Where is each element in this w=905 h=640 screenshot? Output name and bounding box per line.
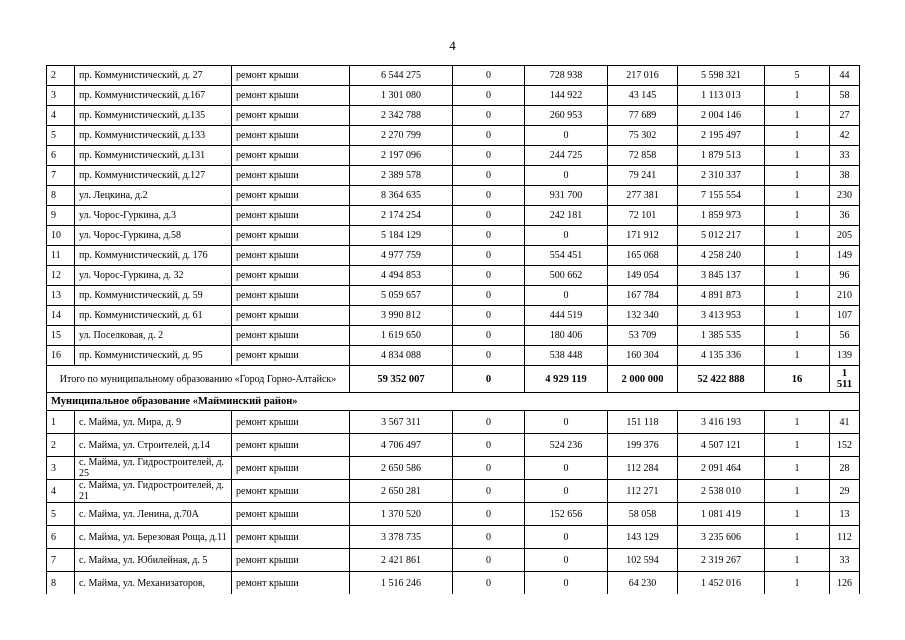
table-row: [47, 166, 860, 186]
owners-funds-cell: 5 598 321: [678, 66, 765, 86]
work-type-cell: ремонт крыши: [232, 503, 350, 526]
row-number: 7: [47, 549, 75, 572]
address-cell: пр. Коммунистический, д.135: [75, 106, 232, 126]
table-row: [47, 226, 860, 246]
budget-cell: 217 016: [608, 66, 678, 86]
total-c10: 1 511: [830, 366, 860, 393]
total-cost-cell: 2 389 578: [350, 166, 453, 186]
work-type-cell: ремонт крыши: [232, 286, 350, 306]
total-cost-cell: 5 059 657: [350, 286, 453, 306]
address-cell: с. Майма, ул. Гидростроителей, д. 25: [75, 457, 232, 480]
work-type-cell: ремонт крыши: [232, 306, 350, 326]
row-number: 13: [47, 286, 75, 306]
owners-funds-cell: 3 845 137: [678, 266, 765, 286]
budget-cell: 75 302: [608, 126, 678, 146]
owners-funds-cell: 2 319 267: [678, 549, 765, 572]
row-number: 6: [47, 146, 75, 166]
count-cell: 1: [765, 457, 830, 480]
subsidy-cell: 524 236: [525, 434, 608, 457]
total-cost-cell: 4 834 088: [350, 346, 453, 366]
address-cell: пр. Коммунистический, д.133: [75, 126, 232, 146]
subsidy-cell: 931 700: [525, 186, 608, 206]
total-cost-cell: 8 364 635: [350, 186, 453, 206]
work-type-cell: ремонт крыши: [232, 457, 350, 480]
budget-cell: 112 284: [608, 457, 678, 480]
table-row: [47, 480, 860, 503]
row-number: 1: [47, 411, 75, 434]
residents-cell: 107: [830, 306, 860, 326]
row-number: 5: [47, 503, 75, 526]
row-number: 9: [47, 206, 75, 226]
work-type-cell: ремонт крыши: [232, 411, 350, 434]
work-type-cell: ремонт крыши: [232, 480, 350, 503]
work-type-cell: ремонт крыши: [232, 226, 350, 246]
count-cell: 1: [765, 206, 830, 226]
subsidy-cell: 0: [525, 226, 608, 246]
count-cell: 5: [765, 66, 830, 86]
fund-cell: 0: [453, 326, 525, 346]
total-c9: 16: [765, 366, 830, 393]
subsidy-cell: 242 181: [525, 206, 608, 226]
owners-funds-cell: 4 891 873: [678, 286, 765, 306]
owners-funds-cell: 1 859 973: [678, 206, 765, 226]
residents-cell: 205: [830, 226, 860, 246]
table-row: [47, 206, 860, 226]
row-number: 4: [47, 480, 75, 503]
budget-cell: 171 912: [608, 226, 678, 246]
fund-cell: 0: [453, 434, 525, 457]
total-cost-cell: 3 567 311: [350, 411, 453, 434]
address-cell: с. Майма, ул. Строителей, д.14: [75, 434, 232, 457]
subsidy-cell: 0: [525, 526, 608, 549]
fund-cell: 0: [453, 246, 525, 266]
subsidy-cell: 500 662: [525, 266, 608, 286]
count-cell: 1: [765, 86, 830, 106]
budget-cell: 143 129: [608, 526, 678, 549]
residents-cell: 27: [830, 106, 860, 126]
owners-funds-cell: 2 091 464: [678, 457, 765, 480]
fund-cell: 0: [453, 146, 525, 166]
owners-funds-cell: 4 135 336: [678, 346, 765, 366]
total-cost-cell: 1 516 246: [350, 572, 453, 595]
row-number: 3: [47, 457, 75, 480]
subsidy-cell: 444 519: [525, 306, 608, 326]
row-number: 15: [47, 326, 75, 346]
row-number: 6: [47, 526, 75, 549]
subsidy-cell: 0: [525, 286, 608, 306]
count-cell: 1: [765, 434, 830, 457]
work-type-cell: ремонт крыши: [232, 146, 350, 166]
count-cell: 1: [765, 226, 830, 246]
work-type-cell: ремонт крыши: [232, 186, 350, 206]
subsidy-cell: 152 656: [525, 503, 608, 526]
owners-funds-cell: 3 416 193: [678, 411, 765, 434]
section-title: Муниципальное образование «Майминский район»: [47, 393, 350, 411]
subsidy-cell: 538 448: [525, 346, 608, 366]
subsidy-cell: 260 953: [525, 106, 608, 126]
owners-funds-cell: 2 538 010: [678, 480, 765, 503]
table-row: [47, 86, 860, 106]
residents-cell: 126: [830, 572, 860, 595]
residents-cell: 112: [830, 526, 860, 549]
count-cell: 1: [765, 411, 830, 434]
page-number: 4: [449, 38, 456, 53]
fund-cell: 0: [453, 346, 525, 366]
row-number: 3: [47, 86, 75, 106]
total-cost-cell: 5 184 129: [350, 226, 453, 246]
residents-cell: 56: [830, 326, 860, 346]
table-row: [47, 246, 860, 266]
budget-cell: 43 145: [608, 86, 678, 106]
residents-cell: 38: [830, 166, 860, 186]
count-cell: 1: [765, 106, 830, 126]
subsidy-cell: 244 725: [525, 146, 608, 166]
count-cell: 1: [765, 549, 830, 572]
work-type-cell: ремонт крыши: [232, 549, 350, 572]
rows-mayminsky: [47, 411, 860, 595]
address-cell: пр. Коммунистический, д. 59: [75, 286, 232, 306]
budget-cell: 160 304: [608, 346, 678, 366]
table-row: [47, 572, 860, 595]
row-number: 16: [47, 346, 75, 366]
address-cell: ул. Чорос-Гуркина, д. 32: [75, 266, 232, 286]
count-cell: 1: [765, 266, 830, 286]
address-cell: с. Майма, ул. Механизаторов,: [75, 572, 232, 595]
residents-cell: 44: [830, 66, 860, 86]
budget-cell: 149 054: [608, 266, 678, 286]
total-row: [47, 366, 860, 393]
residents-cell: 33: [830, 146, 860, 166]
total-cost-cell: 2 270 799: [350, 126, 453, 146]
budget-cell: 77 689: [608, 106, 678, 126]
address-cell: с. Майма, ул. Мира, д. 9: [75, 411, 232, 434]
total-cost-cell: 4 977 759: [350, 246, 453, 266]
count-cell: 1: [765, 246, 830, 266]
fund-cell: 0: [453, 526, 525, 549]
address-cell: пр. Коммунистический, д.131: [75, 146, 232, 166]
residents-cell: 28: [830, 457, 860, 480]
budget-cell: 277 381: [608, 186, 678, 206]
fund-cell: 0: [453, 166, 525, 186]
subsidy-cell: 0: [525, 549, 608, 572]
total-c5: 0: [453, 366, 525, 393]
address-cell: ул. Поселковая, д. 2: [75, 326, 232, 346]
residents-cell: 29: [830, 480, 860, 503]
rows-gorno-altaysk: [47, 66, 860, 366]
budget-cell: 165 068: [608, 246, 678, 266]
total-cost-cell: 4 706 497: [350, 434, 453, 457]
fund-cell: 0: [453, 306, 525, 326]
count-cell: 1: [765, 346, 830, 366]
total-cost-cell: 2 421 861: [350, 549, 453, 572]
subsidy-cell: 180 406: [525, 326, 608, 346]
address-cell: ул. Чорос-Гуркина, д.3: [75, 206, 232, 226]
fund-cell: 0: [453, 266, 525, 286]
fund-cell: 0: [453, 503, 525, 526]
budget-cell: 102 594: [608, 549, 678, 572]
total-cost-cell: 3 990 812: [350, 306, 453, 326]
fund-cell: 0: [453, 457, 525, 480]
residents-cell: 96: [830, 266, 860, 286]
owners-funds-cell: 2 195 497: [678, 126, 765, 146]
work-type-cell: ремонт крыши: [232, 526, 350, 549]
work-type-cell: ремонт крыши: [232, 266, 350, 286]
fund-cell: 0: [453, 186, 525, 206]
address-cell: с. Майма, ул. Гидростроителей, д. 21: [75, 480, 232, 503]
budget-cell: 58 058: [608, 503, 678, 526]
subsidy-cell: 728 938: [525, 66, 608, 86]
count-cell: 1: [765, 480, 830, 503]
count-cell: 1: [765, 126, 830, 146]
owners-funds-cell: 1 385 535: [678, 326, 765, 346]
owners-funds-cell: 1 452 016: [678, 572, 765, 595]
total-cost-cell: 2 650 281: [350, 480, 453, 503]
table-row: [47, 186, 860, 206]
count-cell: 1: [765, 186, 830, 206]
row-number: 14: [47, 306, 75, 326]
residents-cell: 36: [830, 206, 860, 226]
count-cell: 1: [765, 146, 830, 166]
table-row: [47, 326, 860, 346]
address-cell: пр. Коммунистический, д.127: [75, 166, 232, 186]
work-type-cell: ремонт крыши: [232, 572, 350, 595]
total-c7: 2 000 000: [608, 366, 678, 393]
repair-program-table: [46, 65, 860, 594]
address-cell: с. Майма, ул. Ленина, д.70А: [75, 503, 232, 526]
residents-cell: 230: [830, 186, 860, 206]
count-cell: 1: [765, 503, 830, 526]
subsidy-cell: 0: [525, 480, 608, 503]
residents-cell: 42: [830, 126, 860, 146]
row-number: 11: [47, 246, 75, 266]
row-number: 8: [47, 186, 75, 206]
total-c6: 4 929 119: [525, 366, 608, 393]
work-type-cell: ремонт крыши: [232, 86, 350, 106]
table-row: [47, 503, 860, 526]
count-cell: 1: [765, 572, 830, 595]
table-row: [47, 286, 860, 306]
table-row: [47, 549, 860, 572]
work-type-cell: ремонт крыши: [232, 326, 350, 346]
fund-cell: 0: [453, 411, 525, 434]
owners-funds-cell: 5 012 217: [678, 226, 765, 246]
owners-funds-cell: 4 507 121: [678, 434, 765, 457]
budget-cell: 151 118: [608, 411, 678, 434]
owners-funds-cell: 1 081 419: [678, 503, 765, 526]
work-type-cell: ремонт крыши: [232, 206, 350, 226]
address-cell: пр. Коммунистический, д. 95: [75, 346, 232, 366]
section-header-row: [47, 393, 860, 411]
work-type-cell: ремонт крыши: [232, 66, 350, 86]
row-number: 7: [47, 166, 75, 186]
budget-cell: 199 376: [608, 434, 678, 457]
budget-cell: 72 101: [608, 206, 678, 226]
table-row: [47, 306, 860, 326]
owners-funds-cell: 3 413 953: [678, 306, 765, 326]
row-number: 4: [47, 106, 75, 126]
fund-cell: 0: [453, 126, 525, 146]
subsidy-cell: 0: [525, 126, 608, 146]
row-number: 2: [47, 66, 75, 86]
total-cost-cell: 1 370 520: [350, 503, 453, 526]
budget-cell: 112 271: [608, 480, 678, 503]
address-cell: пр. Коммунистический, д. 27: [75, 66, 232, 86]
budget-cell: 167 784: [608, 286, 678, 306]
row-number: 12: [47, 266, 75, 286]
address-cell: с. Майма, ул. Березовая Роща, д.11: [75, 526, 232, 549]
count-cell: 1: [765, 526, 830, 549]
owners-funds-cell: 1 879 513: [678, 146, 765, 166]
budget-cell: 132 340: [608, 306, 678, 326]
table-row: [47, 146, 860, 166]
subsidy-cell: 554 451: [525, 246, 608, 266]
table-row: [47, 526, 860, 549]
total-cost-cell: 2 197 096: [350, 146, 453, 166]
count-cell: 1: [765, 166, 830, 186]
section-empty-cell: [350, 393, 860, 411]
total-cost-cell: 2 174 254: [350, 206, 453, 226]
owners-funds-cell: 3 235 606: [678, 526, 765, 549]
residents-cell: 152: [830, 434, 860, 457]
table-row: [47, 106, 860, 126]
fund-cell: 0: [453, 66, 525, 86]
work-type-cell: ремонт крыши: [232, 126, 350, 146]
owners-funds-cell: 4 258 240: [678, 246, 765, 266]
count-cell: 1: [765, 286, 830, 306]
residents-cell: 58: [830, 86, 860, 106]
row-number: 8: [47, 572, 75, 595]
total-cost-cell: 1 619 650: [350, 326, 453, 346]
address-cell: пр. Коммунистический, д.167: [75, 86, 232, 106]
fund-cell: 0: [453, 86, 525, 106]
table-row: [47, 126, 860, 146]
owners-funds-cell: 2 310 337: [678, 166, 765, 186]
residents-cell: 210: [830, 286, 860, 306]
row-number: 5: [47, 126, 75, 146]
fund-cell: 0: [453, 106, 525, 126]
table-row: [47, 266, 860, 286]
owners-funds-cell: 1 113 013: [678, 86, 765, 106]
address-cell: ул. Лецкина, д.2: [75, 186, 232, 206]
total-c8: 52 422 888: [678, 366, 765, 393]
table-row: [47, 457, 860, 480]
table-row: [47, 66, 860, 86]
work-type-cell: ремонт крыши: [232, 246, 350, 266]
subsidy-cell: 0: [525, 166, 608, 186]
fund-cell: 0: [453, 226, 525, 246]
work-type-cell: ремонт крыши: [232, 346, 350, 366]
row-number: 2: [47, 434, 75, 457]
total-c4: 59 352 007: [350, 366, 453, 393]
table-row: [47, 411, 860, 434]
residents-cell: 41: [830, 411, 860, 434]
address-cell: с. Майма, ул. Юбилейная, д. 5: [75, 549, 232, 572]
address-cell: ул. Чорос-Гуркина, д.58: [75, 226, 232, 246]
count-cell: 1: [765, 326, 830, 346]
total-cost-cell: 2 650 586: [350, 457, 453, 480]
total-cost-cell: 4 494 853: [350, 266, 453, 286]
fund-cell: 0: [453, 206, 525, 226]
table-row: [47, 434, 860, 457]
subsidy-cell: 0: [525, 457, 608, 480]
subsidy-cell: 144 922: [525, 86, 608, 106]
subsidy-cell: 0: [525, 411, 608, 434]
address-cell: пр. Коммунистический, д. 61: [75, 306, 232, 326]
fund-cell: 0: [453, 549, 525, 572]
total-cost-cell: 6 544 275: [350, 66, 453, 86]
budget-cell: 53 709: [608, 326, 678, 346]
work-type-cell: ремонт крыши: [232, 106, 350, 126]
residents-cell: 13: [830, 503, 860, 526]
budget-cell: 72 858: [608, 146, 678, 166]
owners-funds-cell: 7 155 554: [678, 186, 765, 206]
table-row: [47, 346, 860, 366]
fund-cell: 0: [453, 286, 525, 306]
fund-cell: 0: [453, 572, 525, 595]
residents-cell: 149: [830, 246, 860, 266]
residents-cell: 139: [830, 346, 860, 366]
row-number: 10: [47, 226, 75, 246]
subsidy-cell: 0: [525, 572, 608, 595]
budget-cell: 64 230: [608, 572, 678, 595]
total-cost-cell: 1 301 080: [350, 86, 453, 106]
fund-cell: 0: [453, 480, 525, 503]
total-cost-cell: 3 378 735: [350, 526, 453, 549]
owners-funds-cell: 2 004 146: [678, 106, 765, 126]
total-label: Итого по муниципальному образованию «Город Горно-Алтайск»: [47, 366, 350, 393]
work-type-cell: ремонт крыши: [232, 166, 350, 186]
address-cell: пр. Коммунистический, д. 176: [75, 246, 232, 266]
count-cell: 1: [765, 306, 830, 326]
work-type-cell: ремонт крыши: [232, 434, 350, 457]
budget-cell: 79 241: [608, 166, 678, 186]
total-cost-cell: 2 342 788: [350, 106, 453, 126]
residents-cell: 33: [830, 549, 860, 572]
